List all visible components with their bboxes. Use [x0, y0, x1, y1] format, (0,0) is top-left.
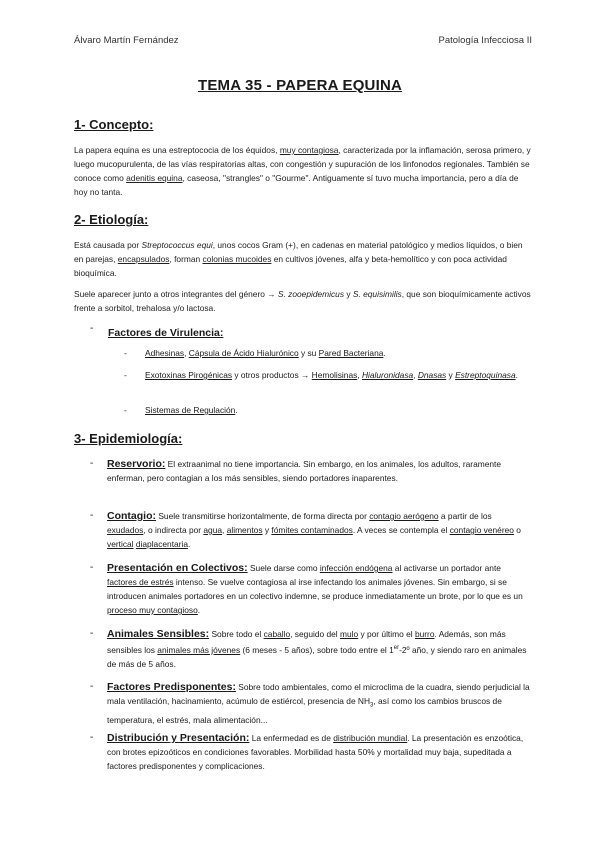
- epi-item-predisponentes: - Factores Predisponentes: Sobre todo ambientales, como el microclima de la cuadra, siendo perjudicial la mala ventilación, hacinamiento, acúmulo de estiércol, presencia de $NH_3$, así como los cambios bruscos de temperatura, el estrés, mala alimentación...: [90, 681, 530, 725]
- epi-item-sensibles: - Animales Sensibles: Sobre todo el caballo, seguido del mulo y por último el burro. Además, son más sensibles los animales más jóvenes (6 meses - 5 años), sobre todo entre el 1er-2º año, y siendo raro en animales de más de 5 años.: [90, 628, 527, 669]
- etiologia-paragraph-2: Suele aparecer junto a otros integrantes del género → S. zooepidemicus y S. equisimilis, que son bioquímicamente activos frente a sorbitol, trehalosa y/o lactosa.: [74, 289, 531, 313]
- epi-item-colectivos: - Presentación en Colectivos: Suele darse como infección endógena al activarse un portador ante factores de estrés intenso. Se vuelve contagiosa al irse infectando los animales jóvenes. Sin embargo, si se introducen animales portadores en un colectivo indemne, se produce inmediatamente un brote, por lo que es un proceso muy contagioso.: [90, 562, 523, 615]
- factor-item-2: - Exotoxinas Pirogénicas y otros productos → Hemolisinas, Hialuronidasa, Dnasas y Estreptoquinasa.: [124, 370, 518, 380]
- factor-item-3: - Sistemas de Regulación.: [124, 405, 238, 415]
- etiologia-paragraph-1: Está causada por Streptococcus equi, unos cocos Gram (+), en cadenas en material patológico y medios líquidos, o bien en parejas, encapsulados, forman colonias mucoides en cultivos jóvenes, alfa y beta-hemolítico y con poca actividad bioquímica.: [74, 240, 523, 278]
- list-dash: -: [90, 323, 94, 334]
- header-subject: Patología Infecciosa II: [438, 35, 532, 46]
- section-heading-concepto: 1- Concepto:: [74, 117, 154, 132]
- section-heading-epidemiologia: 3- Epidemiología:: [74, 431, 183, 446]
- page-title: TEMA 35 - PAPERA EQUINA: [197, 77, 403, 94]
- factor-item-1: - Adhesinas, Cápsula de Ácido Hialurónico y su Pared Bacteriana.: [124, 348, 386, 358]
- epi-item-reservorio: - Reservorio: El extraanimal no tiene importancia. Sin embargo, en los animales, los adultos, raramente enferman, pero contagian a los más sensibles, siendo portadores inaparentes.: [90, 458, 501, 483]
- header-author: Álvaro Martín Fernández: [74, 35, 179, 46]
- epi-item-contagio: - Contagio: Suele transmitirse horizontalmente, de forma directa por contagio aerógeno a partir de los exudados, o indirecta por agua, alimentos y fómites contaminados. A veces se contempla el contagio venéreo o vertical diaplacentaria.: [90, 510, 521, 549]
- factores-virulencia-heading: - Factores de Virulencia:: [90, 323, 224, 339]
- concepto-paragraph: La papera equina es una estreptococia de los équidos, muy contagiosa, caracterizada por la inflamación, serosa primero, y luego mucopurulenta, de las vías respiratorias altas, con congestión y supuración de los linfonodos regionales. También se conoce como adenitis equina, caseosa, "strangles" o "Gourme". Antiguamente sí tuvo mucha importancia, pero a día de hoy no tanta.: [74, 145, 531, 197]
- epi-item-distribucion: - Distribución y Presentación: La enfermedad es de distribución mundial. La presentación es enzoótica, con brotes epizoóticos en condiciones favorables. Morbilidad hasta 50% y mortalidad muy baja, supeditada a factores predisponentes y complicaciones.: [90, 732, 524, 771]
- section-heading-etiologia: 2- Etiología:: [74, 212, 149, 227]
